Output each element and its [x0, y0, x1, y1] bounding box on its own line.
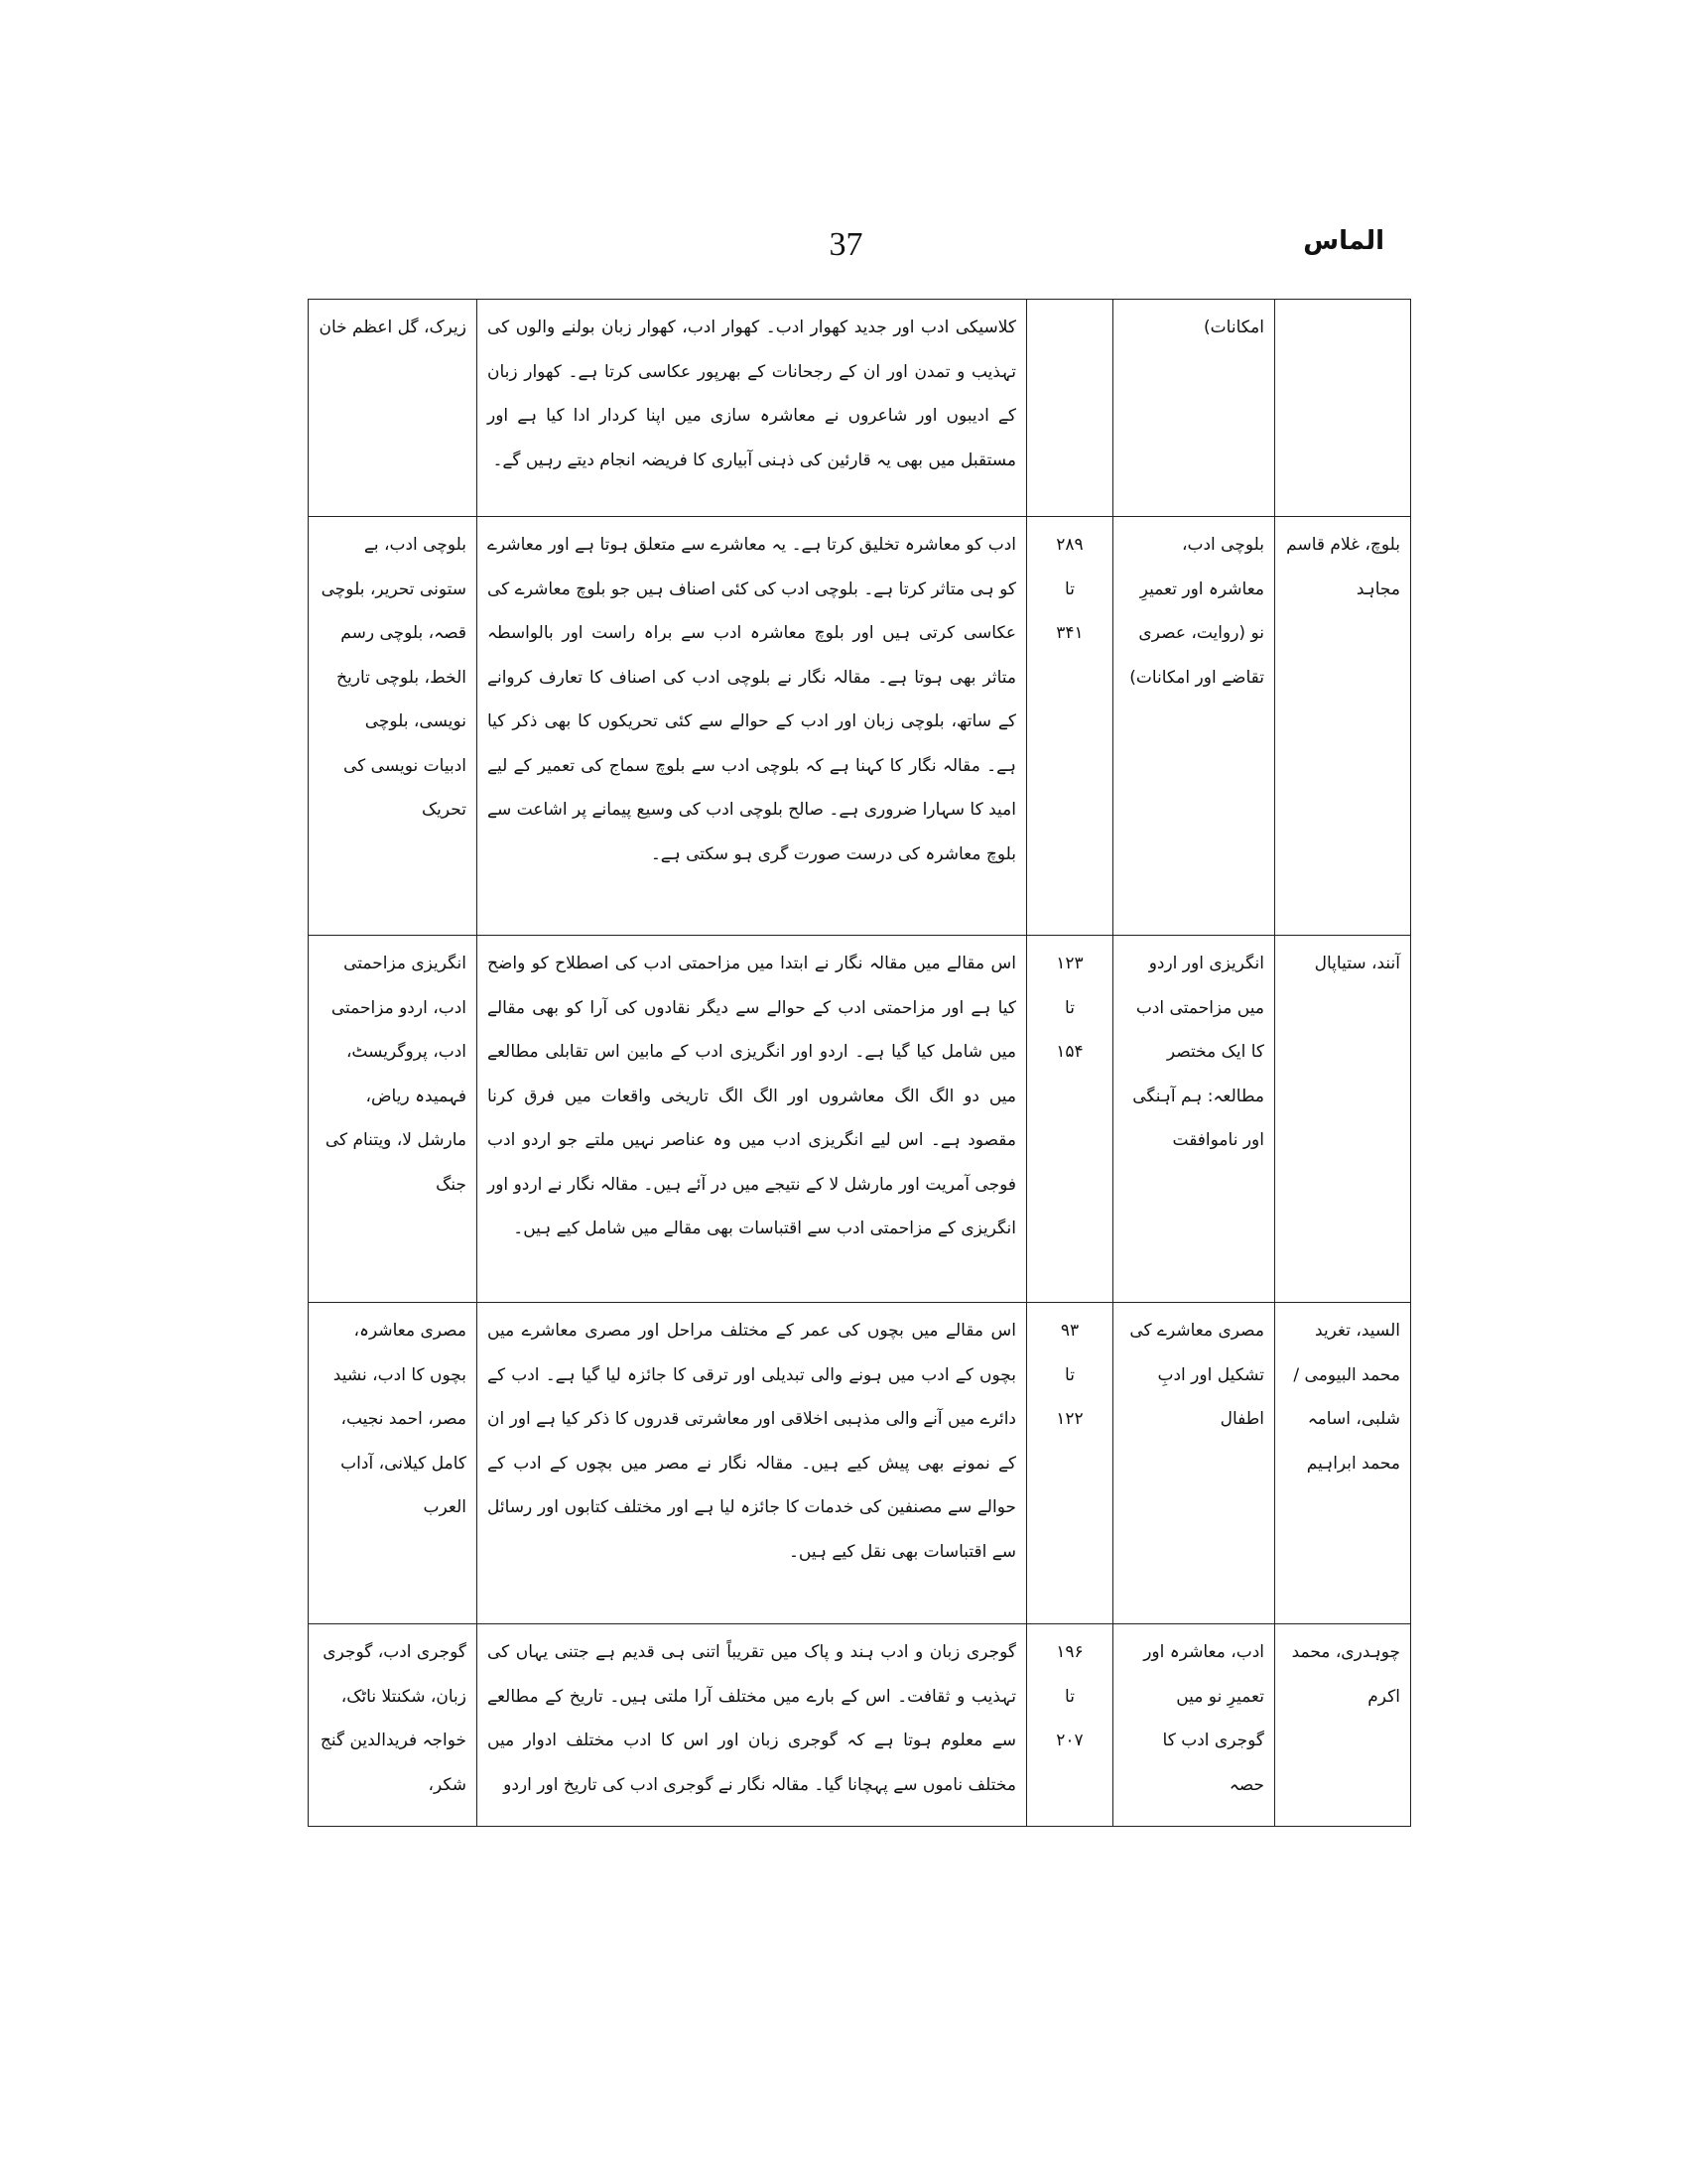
page-separator: تا — [1065, 997, 1075, 1018]
keywords-cell: مصری معاشرہ، بچوں کا ادب، نشید مصر، احمد نجیب، کامل کیلانی، آداب العرب — [309, 1303, 477, 1624]
table-row — [309, 1303, 1411, 1624]
pages-cell — [1027, 936, 1113, 1303]
page-start: ۱۹۶ — [1056, 1642, 1084, 1662]
page-start: ۱۲۳ — [1056, 954, 1084, 973]
page-separator: تا — [1065, 578, 1075, 599]
page-start: ۲۸۹ — [1056, 535, 1084, 555]
author-cell: السید، تغرید محمد البیومی / شلبی، اسامہ محمد ابراہیم — [1275, 1303, 1411, 1624]
author-cell — [1275, 300, 1411, 517]
author-cell: چوہدری، محمد اکرم — [1275, 1624, 1411, 1827]
keywords-cell: بلوچی ادب، بے ستونی تحریر، بلوچی قصہ، بلوچی رسم الخط، بلوچی تاریخ نویسی، بلوچی ادبیات نویسی کی تحریک — [309, 517, 477, 936]
summary-cell: اس مقالے میں بچوں کی عمر کے مختلف مراحل اور مصری معاشرے میں بچوں کے ادب میں ہونے والی تبدیلی اور ترقی کا جائزہ لیا گیا ہے۔ ادب کے دائرے میں آنے والی مذہبی اخلاقی اور معاشرتی قدروں کا ذکر کیا ہے اور ان کے نمونے بھی پیش کیے ہیں۔ مقالہ نگار نے مصر میں بچوں کے ادب کے حوالے سے مصنفین کی خدمات کا جائزہ لیا ہے اور مختلف کتابوں اور رسائل سے اقتباسات بھی نقل کیے ہیں۔ — [477, 1303, 1027, 1624]
page-separator: تا — [1065, 1686, 1075, 1707]
journal-name: الماس — [1303, 226, 1384, 256]
page-end: ۳۴۱ — [1056, 623, 1084, 643]
index-table — [308, 299, 1411, 1827]
table-row — [309, 936, 1411, 1303]
keywords-cell: گوجری ادب، گوجری زبان، شکنتلا ناٹک، خواجہ فریدالدین گنج شکر، — [309, 1624, 477, 1827]
title-cell: امکانات) — [1113, 300, 1275, 517]
pages-cell — [1027, 1303, 1113, 1624]
pages-cell — [1027, 517, 1113, 936]
title-cell: مصری معاشرے کی تشکیل اور ادبِ اطفال — [1113, 1303, 1275, 1624]
pages-cell — [1027, 300, 1113, 517]
summary-cell: گوجری زبان و ادب ہند و پاک میں تقریباً اتنی ہی قدیم ہے جتنی یہاں کی تہذیب و ثقافت۔ اس کے بارے میں مختلف آرا ملتی ہیں۔ تاریخ کے مطالعے سے معلوم ہوتا ہے کہ گوجری زبان اور اس کا ادب مختلف ادوار میں مختلف ناموں سے پہچانا گیا۔ مقالہ نگار نے گوجری ادب کی تاریخ اور اردو — [477, 1624, 1027, 1827]
table-row — [309, 517, 1411, 936]
page-header — [308, 226, 1384, 286]
title-cell: ادب، معاشرہ اور تعمیرِ نو میں گوجری ادب کا حصہ — [1113, 1624, 1275, 1827]
summary-cell: اس مقالے میں مقالہ نگار نے ابتدا میں مزاحمتی ادب کی اصطلاح کو واضح کیا ہے اور مزاحمتی ادب کے حوالے سے دیگر نقادوں کی آرا کو بھی مقالے میں شامل کیا گیا ہے۔ اردو اور انگریزی ادب کے مابین اس تقابلی مطالعے میں دو الگ الگ معاشروں اور الگ الگ تاریخی واقعات میں فرق کرنا مقصود ہے۔ اس لیے انگریزی ادب میں وہ عناصر نہیں ملتے جو اردو ادب فوجی آمریت اور مارشل لا کے نتیجے میں در آئے ہیں۔ مقالہ نگار نے اردو اور انگریزی کے مزاحمتی ادب سے اقتباسات بھی مقالے میں شامل کیے ہیں۔ — [477, 936, 1027, 1303]
table-row — [309, 300, 1411, 517]
page-start: ۹۳ — [1060, 1321, 1080, 1341]
summary-cell: ادب کو معاشرہ تخلیق کرتا ہے۔ یہ معاشرے سے متعلق ہوتا ہے اور معاشرے کو ہی متاثر کرتا ہے۔ بلوچی ادب کی کئی اصناف ہیں جو بلوچ معاشرے کی عکاسی کرتی ہیں اور بلوچ معاشرہ ادب سے براہ راست اور بالواسطہ متاثر بھی ہوتا ہے۔ مقالہ نگار نے بلوچی ادب کی اصناف کا تعارف کروانے کے ساتھ، بلوچی زبان اور ادب کے حوالے سے کئی تحریکوں کا بھی ذکر کیا ہے۔ مقالہ نگار کا کہنا ہے کہ بلوچی ادب سے بلوچ سماج کی تعمیر کے لیے امید کا سہارا ضروری ہے۔ صالح بلوچی ادب کی وسیع پیمانے پر اشاعت سے بلوچ معاشرہ کی درست صورت گری ہو سکتی ہے۔ — [477, 517, 1027, 936]
pages-cell — [1027, 1624, 1113, 1827]
page-end: ۱۵۴ — [1056, 1042, 1084, 1062]
author-cell: بلوچ، غلام قاسم مجاہد — [1275, 517, 1411, 936]
keywords-cell: انگریزی مزاحمتی ادب، اردو مزاحمتی ادب، پروگریسٹ، فہمیدہ ریاض، مارشل لا، ویتنام کی جنگ — [309, 936, 477, 1303]
page-separator: تا — [1065, 1364, 1075, 1385]
page-end: ۱۲۲ — [1056, 1409, 1084, 1429]
page-number: 37 — [829, 226, 863, 263]
keywords-cell: زیرک، گل اعظم خان — [309, 300, 477, 517]
author-cell: آنند، ستیاپال — [1275, 936, 1411, 1303]
title-cell: انگریزی اور اردو میں مزاحمتی ادب کا ایک مختصر مطالعہ: ہم آہنگی اور ناموافقت — [1113, 936, 1275, 1303]
summary-cell: کلاسیکی ادب اور جدید کھوار ادب۔ کھوار ادب، کھوار زبان بولنے والوں کی تہذیب و تمدن اور ان کے رجحانات کے بھرپور عکاسی کرتا ہے۔ کھوار زبان کے ادیبوں اور شاعروں نے معاشرہ سازی میں اپنا کردار ادا کیا ہے اور مستقبل میں بھی یہ قارئین کی ذہنی آبیاری کا فریضہ انجام دیتے رہیں گے۔ — [477, 300, 1027, 517]
table-row — [309, 1624, 1411, 1827]
page-end: ۲۰۷ — [1056, 1731, 1084, 1750]
title-cell: بلوچی ادب، معاشرہ اور تعمیرِ نو (روایت، عصری تقاضے اور امکانات) — [1113, 517, 1275, 936]
